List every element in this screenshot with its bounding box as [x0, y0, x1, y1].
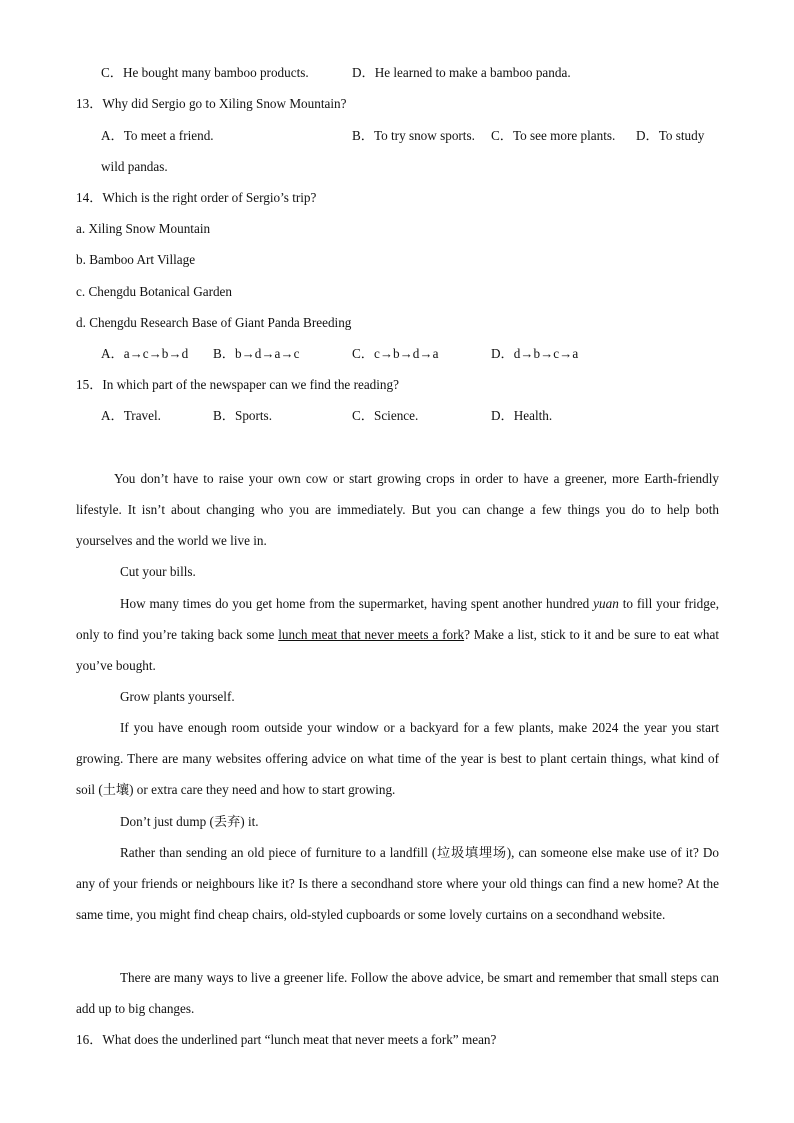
q14-item-c: c. Chengdu Botanical Garden: [76, 284, 233, 299]
q14-item-b: b. Bamboo Art Village: [76, 252, 196, 267]
q12-option-d: D．He learned to make a bamboo panda.: [352, 65, 571, 80]
text-span: How many times do you get home from the supermarket, having spent another hundred: [120, 596, 594, 611]
q14-item-a: a. Xiling Snow Mountain: [76, 221, 211, 236]
text-span: ? Make a list, stick to it and be sure to eat what you’ve bought.: [76, 627, 719, 673]
passage-paragraph-bills: [76, 588, 719, 681]
q13-option-c: C．To see more plants.: [491, 128, 616, 143]
underlined-phrase: lunch meat that never meets a fork: [278, 627, 465, 642]
italic-term: yuan: [593, 596, 619, 611]
q15-option-c: C．Science.: [352, 408, 419, 423]
q13-question: 13．Why did Sergio go to Xiling Snow Mountain?: [76, 96, 347, 111]
q14-option-c: C．c→b→d→a: [352, 346, 439, 361]
q14-item-d: d. Chengdu Research Base of Giant Panda Breeding: [76, 315, 352, 330]
q13-option-a: A．To meet a friend.: [101, 128, 214, 143]
q16-question: 16．What does the underlined part “lunch meat that never meets a fork” mean?: [76, 1032, 497, 1047]
q14-question: 14．Which is the right order of Sergio’s trip?: [76, 190, 317, 205]
q15-option-d: D．Health.: [491, 408, 553, 423]
q15-option-a: A．Travel.: [101, 408, 161, 423]
q13-option-d: D．To study: [636, 128, 705, 143]
passage-conclusion: There are many ways to live a greener life. Follow the above advice, be smart and remember that small steps can add up to big changes.: [76, 970, 719, 1016]
q14-option-d: D．d→b→c→a: [491, 346, 579, 361]
passage-intro: You don’t have to raise your own cow or start growing crops in order to have a greener, more Earth-friendly lifestyle. It isn’t about changing who you are immediately. But you can change a few things you do to help both yourselves and the world we live in.: [76, 471, 719, 548]
q12-option-c: C．He bought many bamboo products.: [101, 65, 309, 80]
passage-heading-grow-plants: Grow plants yourself.: [120, 689, 235, 704]
q13-option-b: B．To try snow sports.: [352, 128, 475, 143]
q13-option-d-continued: wild pandas.: [101, 159, 168, 174]
passage-paragraph-dump: Rather than sending an old piece of furniture to a landfill (垃圾填埋场), can someone else make use of it? Do any of your friends or neighbours like it? Is there a secondhand store where your old things can find a new home? At the same time, you might find cheap chairs, old-styled cupboards or some lovely curtains on a secondhand website.: [76, 845, 719, 922]
q14-option-a: A．a→c→b→d: [101, 346, 189, 361]
q14-option-b: B．b→d→a→c: [213, 346, 300, 361]
passage-heading-cut-bills: Cut your bills.: [120, 564, 196, 579]
passage-heading-dont-dump: Don’t just dump (丢弃) it.: [120, 814, 259, 829]
text-span: to fill your fridge, only to find you’re taking back some: [76, 596, 720, 642]
q15-question: 15．In which part of the newspaper can we find the reading?: [76, 377, 399, 392]
q15-option-b: B．Sports.: [213, 408, 272, 423]
passage-paragraph-plants: If you have enough room outside your window or a backyard for a few plants, make 2024 the year you start growing. There are many websites offering advice on what time of the year is best to plant certain things, what kind of soil (土壤) or extra care they need and how to start growing.: [76, 720, 719, 797]
